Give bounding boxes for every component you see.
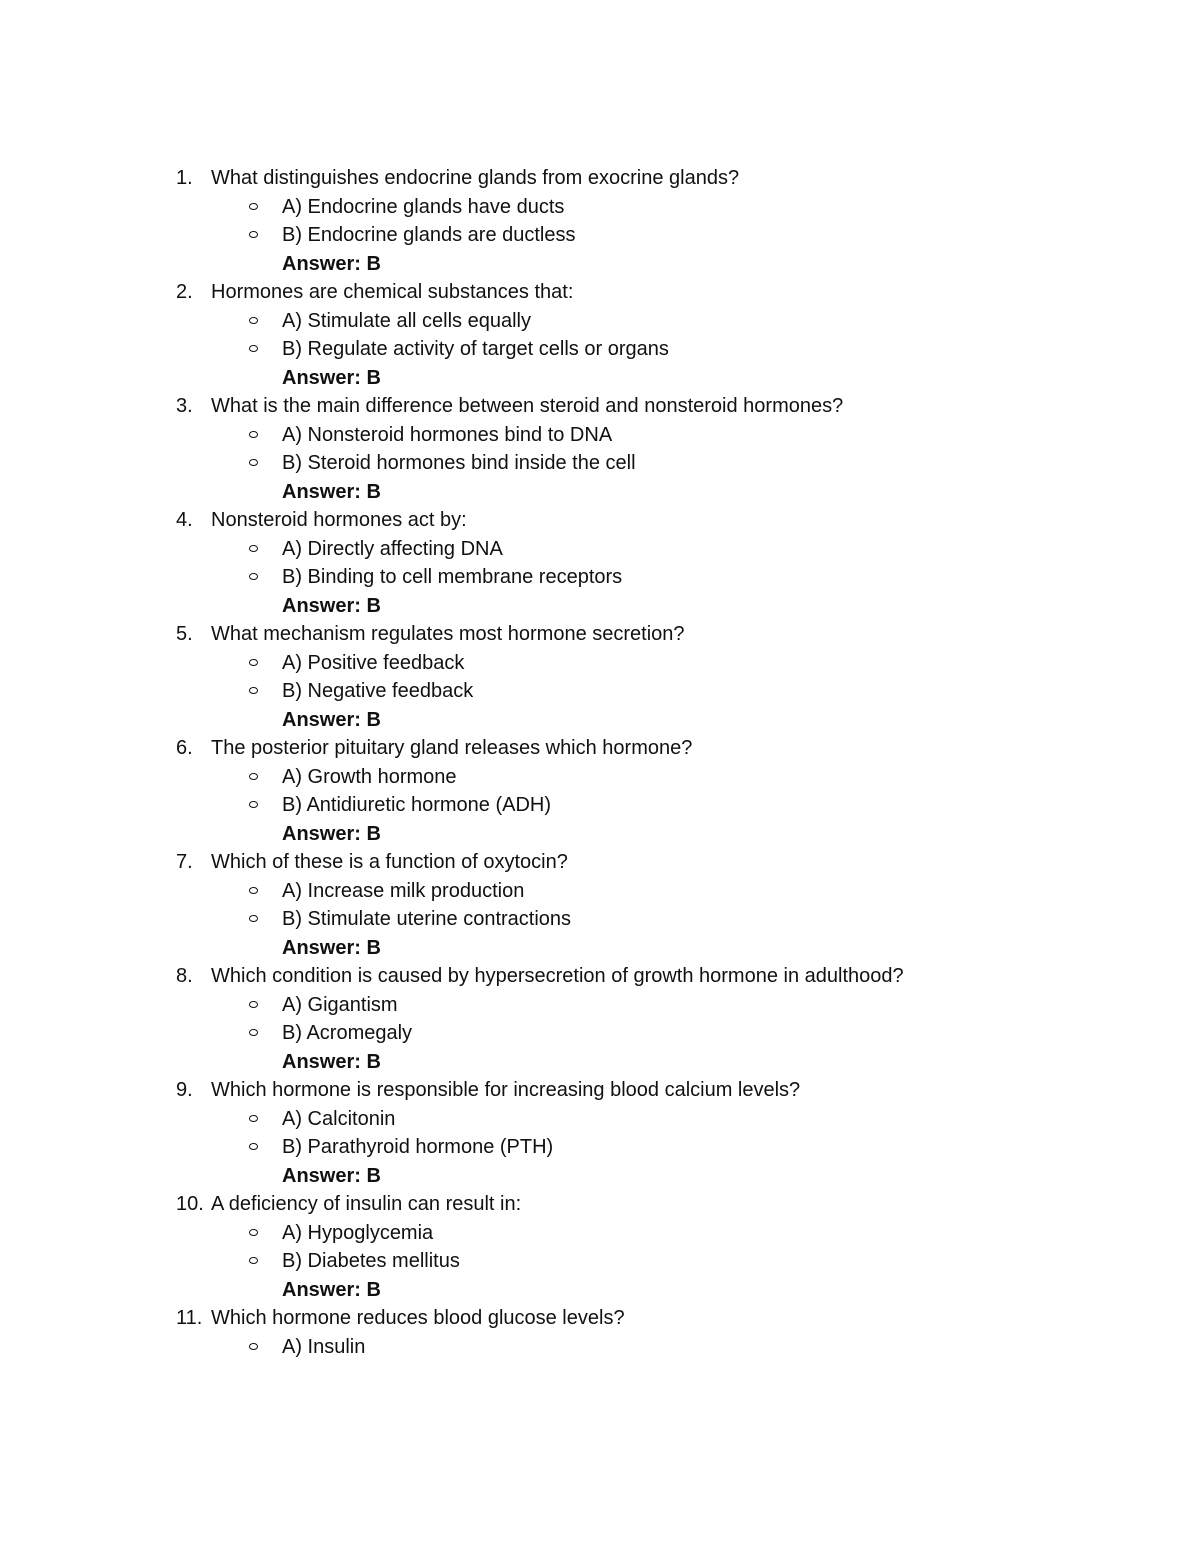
question-line: [0, 506, 1200, 535]
question-text: What is the main difference between steroid and nonsteroid hormones?: [211, 395, 844, 417]
option-text: B) Steroid hormones bind inside the cell: [282, 452, 636, 474]
option-line: [0, 763, 1200, 792]
answer-text: Answer: B: [282, 936, 381, 959]
option-text: B) Antidiuretic hormone (ADH): [282, 794, 551, 816]
option-line: [0, 991, 1200, 1020]
answer-line: [0, 250, 1200, 279]
question-text: Which hormone is responsible for increasing blood calcium levels?: [211, 1079, 801, 1101]
question-number: 11.: [176, 1307, 203, 1329]
answer-line: [0, 364, 1200, 393]
question-text: Which condition is caused by hypersecretion of growth hormone in adulthood?: [211, 965, 904, 987]
hollow-circle-bullet-icon: [249, 317, 258, 324]
hollow-circle-bullet-icon: [249, 1257, 258, 1264]
hollow-circle-bullet-icon: [249, 915, 258, 922]
question-text: Which of these is a function of oxytocin?: [211, 851, 568, 873]
answer-line: [0, 1276, 1200, 1305]
option-line: [0, 791, 1200, 820]
option-line: [0, 1333, 1200, 1362]
answer-text: Answer: B: [282, 822, 381, 845]
option-line: [0, 307, 1200, 336]
answer-line: [0, 820, 1200, 849]
question-text: The posterior pituitary gland releases which hormone?: [211, 737, 693, 759]
question-line: [0, 164, 1200, 193]
option-line: [0, 449, 1200, 478]
question-text: A deficiency of insulin can result in:: [211, 1193, 522, 1215]
option-line: [0, 563, 1200, 592]
option-text: A) Hypoglycemia: [282, 1221, 434, 1244]
question-line: [0, 392, 1200, 421]
answer-line: [0, 934, 1200, 963]
hollow-circle-bullet-icon: [249, 1143, 258, 1150]
answer-line: [0, 478, 1200, 507]
question-line: [0, 734, 1200, 763]
hollow-circle-bullet-icon: [249, 801, 258, 808]
option-line: [0, 193, 1200, 222]
question-line: [0, 1304, 1200, 1333]
question-number: 6.: [176, 737, 193, 759]
option-text: A) Growth hormone: [282, 765, 457, 788]
question-number: 1.: [176, 167, 193, 189]
option-text: A) Calcitonin: [282, 1107, 396, 1130]
question-number: 8.: [176, 965, 193, 987]
question-line: [0, 620, 1200, 649]
question-line: [0, 1076, 1200, 1105]
option-text: A) Stimulate all cells equally: [282, 309, 531, 332]
question-line: [0, 278, 1200, 307]
question-list: [0, 164, 1200, 1361]
question-number: 10.: [176, 1193, 204, 1215]
option-line: [0, 1219, 1200, 1248]
option-line: [0, 1019, 1200, 1048]
option-text: B) Regulate activity of target cells or organs: [282, 338, 669, 360]
question-line: [0, 1190, 1200, 1219]
option-text: A) Nonsteroid hormones bind to DNA: [282, 423, 613, 446]
option-text: A) Endocrine glands have ducts: [282, 195, 565, 218]
hollow-circle-bullet-icon: [249, 573, 258, 580]
hollow-circle-bullet-icon: [249, 1001, 258, 1008]
option-line: [0, 421, 1200, 450]
question-number: 5.: [176, 623, 193, 645]
option-line: [0, 649, 1200, 678]
question-number: 4.: [176, 509, 193, 531]
question-number: 9.: [176, 1079, 193, 1101]
hollow-circle-bullet-icon: [249, 345, 258, 352]
answer-text: Answer: B: [282, 480, 381, 503]
option-text: B) Acromegaly: [282, 1022, 413, 1044]
hollow-circle-bullet-icon: [249, 1229, 258, 1236]
option-text: B) Diabetes mellitus: [282, 1250, 460, 1272]
question-number: 2.: [176, 281, 193, 303]
hollow-circle-bullet-icon: [249, 431, 258, 438]
question-text: Hormones are chemical substances that:: [211, 281, 574, 303]
option-line: [0, 1105, 1200, 1134]
question-text: What distinguishes endocrine glands from exocrine glands?: [211, 167, 740, 189]
option-text: B) Binding to cell membrane receptors: [282, 566, 623, 588]
answer-text: Answer: B: [282, 708, 381, 731]
hollow-circle-bullet-icon: [249, 659, 258, 666]
option-text: B) Stimulate uterine contractions: [282, 908, 572, 930]
hollow-circle-bullet-icon: [249, 459, 258, 466]
option-line: [0, 1247, 1200, 1276]
question-text: What mechanism regulates most hormone secretion?: [211, 623, 685, 645]
hollow-circle-bullet-icon: [249, 1115, 258, 1122]
hollow-circle-bullet-icon: [249, 773, 258, 780]
option-text: A) Directly affecting DNA: [282, 537, 503, 560]
answer-line: [0, 1048, 1200, 1077]
answer-text: Answer: B: [282, 1278, 381, 1301]
answer-line: [0, 1162, 1200, 1191]
option-line: [0, 677, 1200, 706]
question-line: [0, 848, 1200, 877]
answer-line: [0, 592, 1200, 621]
hollow-circle-bullet-icon: [249, 1343, 258, 1350]
option-text: A) Positive feedback: [282, 651, 465, 674]
option-text: B) Parathyroid hormone (PTH): [282, 1136, 554, 1158]
answer-text: Answer: B: [282, 594, 381, 617]
answer-text: Answer: B: [282, 252, 381, 275]
hollow-circle-bullet-icon: [249, 687, 258, 694]
answer-text: Answer: B: [282, 366, 381, 389]
option-line: [0, 221, 1200, 250]
option-text: A) Increase milk production: [282, 879, 525, 902]
option-line: [0, 535, 1200, 564]
question-line: [0, 962, 1200, 991]
hollow-circle-bullet-icon: [249, 203, 258, 210]
hollow-circle-bullet-icon: [249, 545, 258, 552]
question-number: 7.: [176, 851, 193, 873]
hollow-circle-bullet-icon: [249, 231, 258, 238]
question-text: Nonsteroid hormones act by:: [211, 509, 467, 531]
option-text: A) Gigantism: [282, 993, 398, 1016]
option-text: A) Insulin: [282, 1335, 366, 1358]
option-line: [0, 877, 1200, 906]
option-line: [0, 1133, 1200, 1162]
hollow-circle-bullet-icon: [249, 887, 258, 894]
answer-text: Answer: B: [282, 1164, 381, 1187]
answer-text: Answer: B: [282, 1050, 381, 1073]
question-text: Which hormone reduces blood glucose levels?: [211, 1307, 625, 1329]
option-text: B) Endocrine glands are ductless: [282, 224, 576, 246]
answer-line: [0, 706, 1200, 735]
question-number: 3.: [176, 395, 193, 417]
hollow-circle-bullet-icon: [249, 1029, 258, 1036]
option-line: [0, 335, 1200, 364]
option-text: B) Negative feedback: [282, 680, 474, 702]
option-line: [0, 905, 1200, 934]
